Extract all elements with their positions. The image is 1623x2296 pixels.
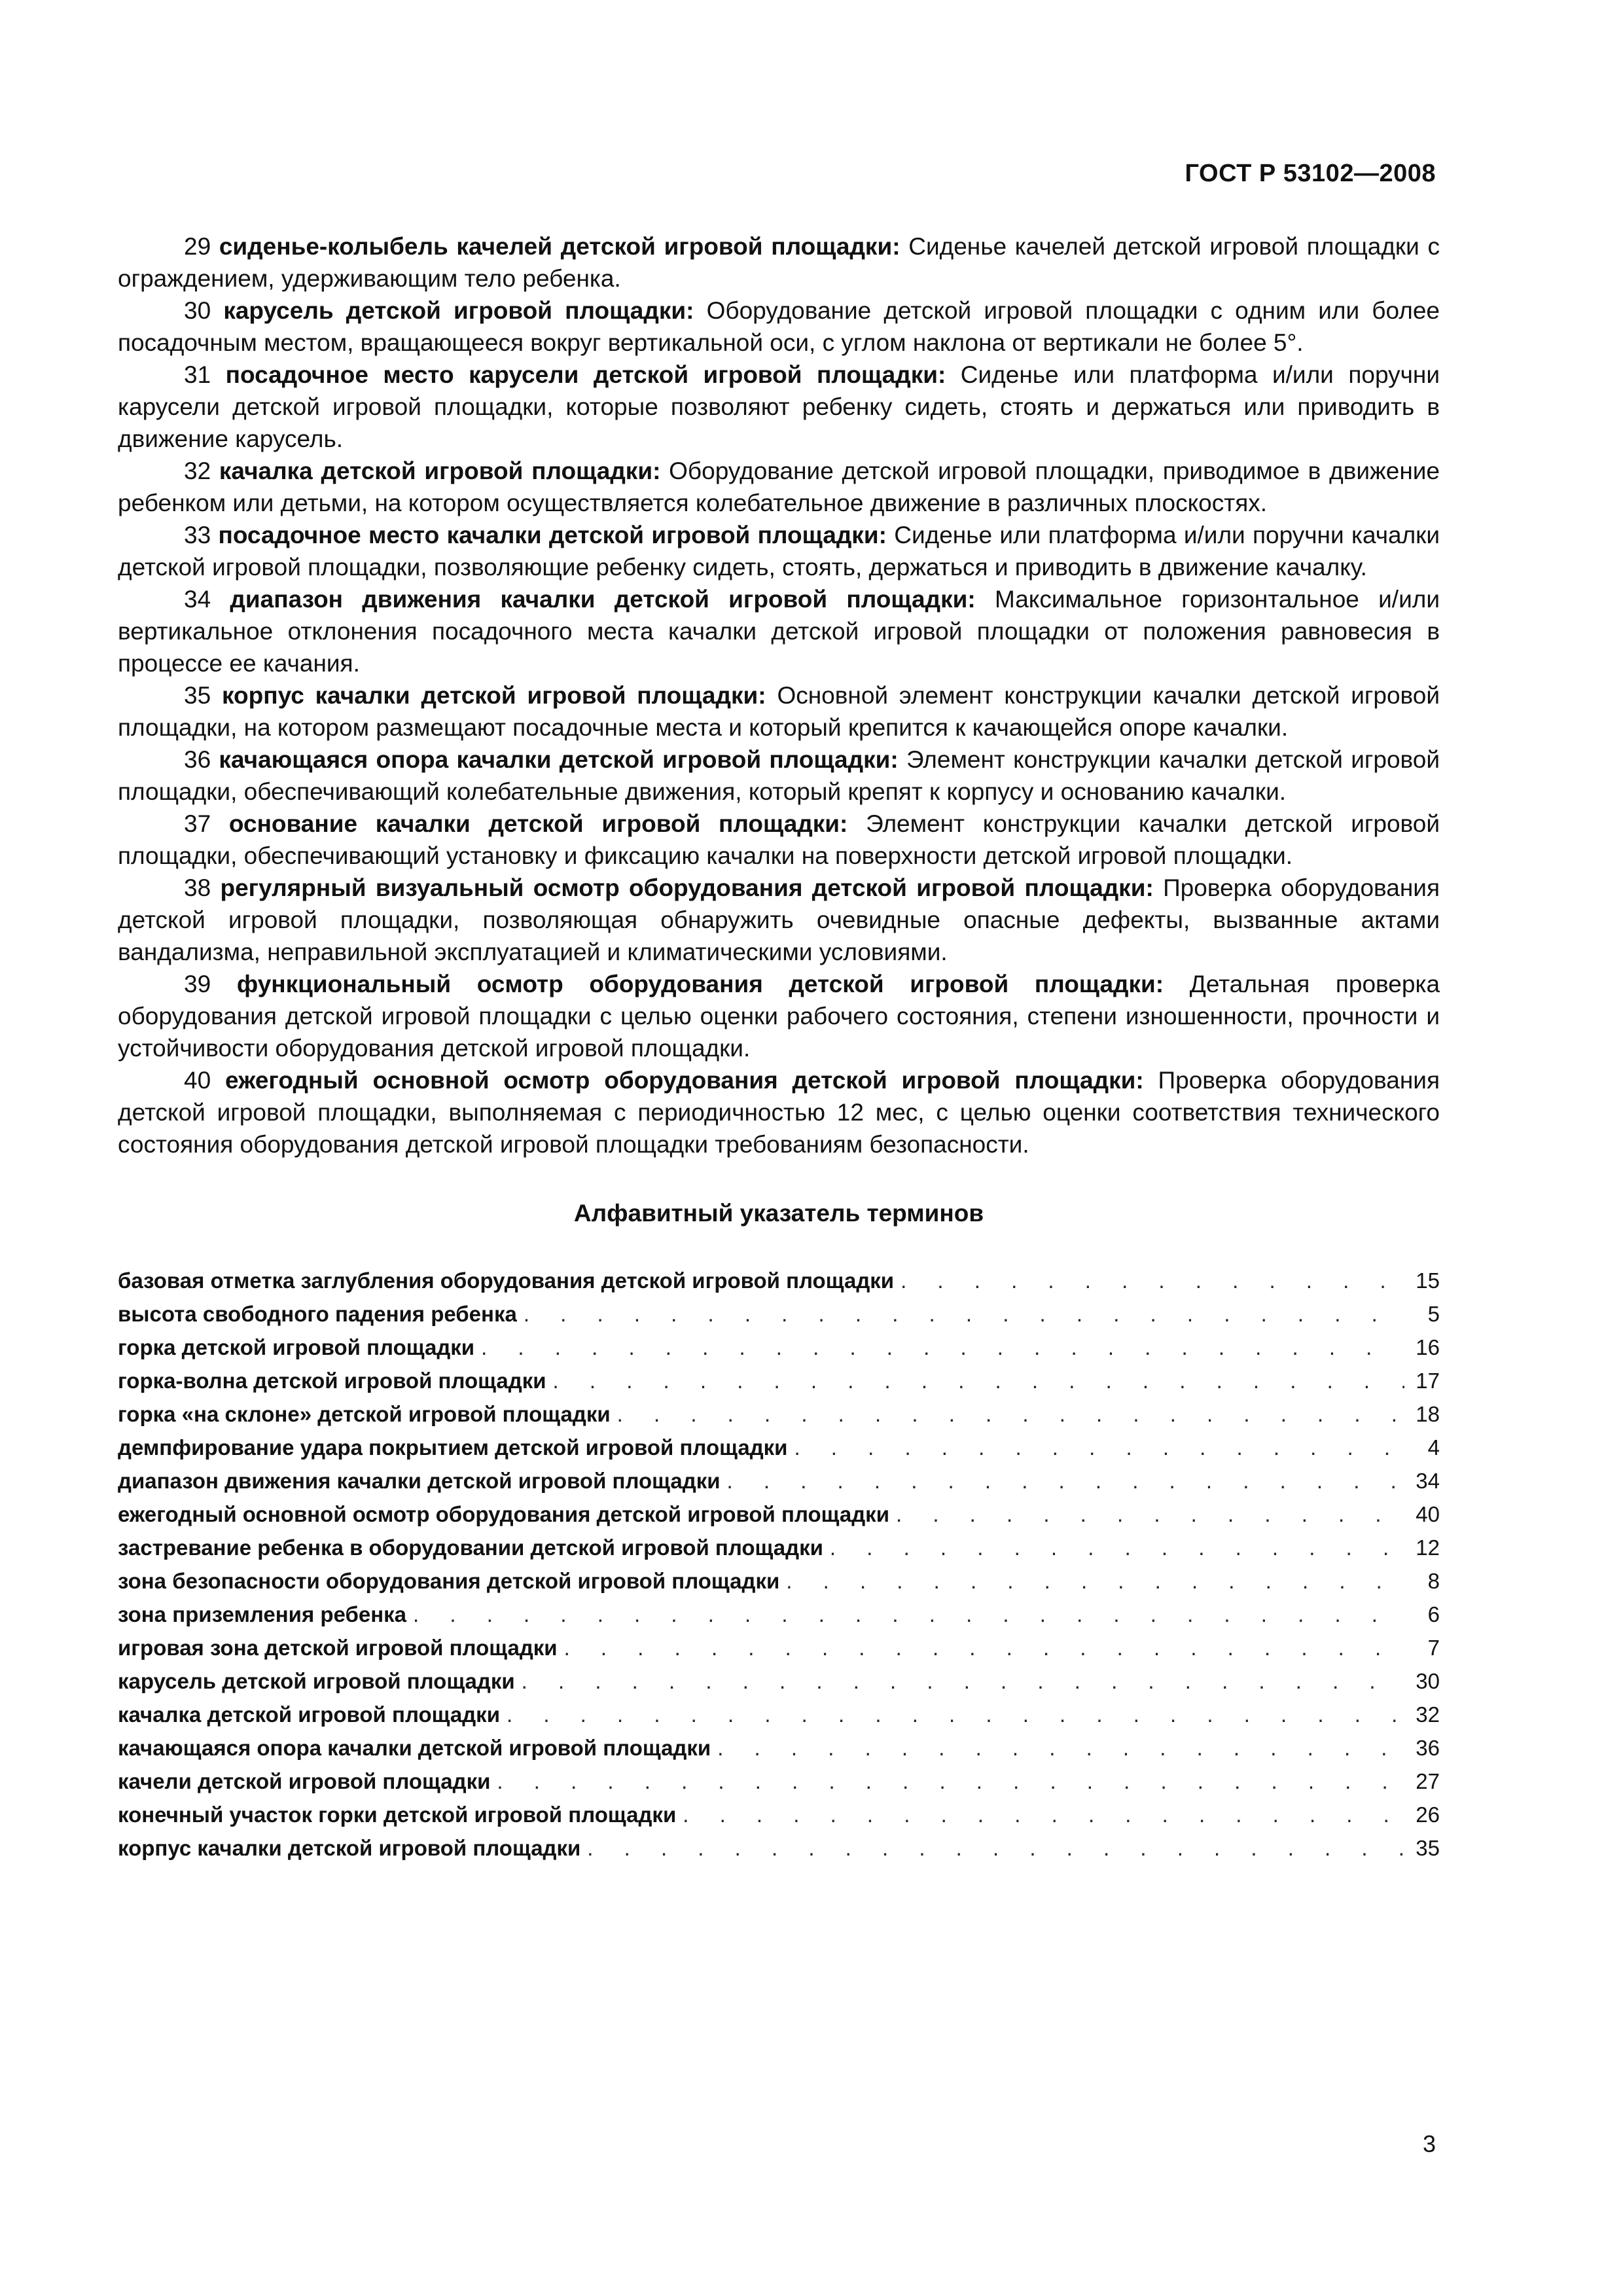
term-definition: Элемент конструкции качалки детской игровой площадки, обеспечивающий колебательные движения, который крепят к корпусу и основанию качалки. — [118, 746, 1440, 805]
term-number: 34 — [184, 586, 211, 613]
index-entry — [118, 1698, 1440, 1731]
term-number: 35 — [184, 682, 211, 709]
index-number: 8 — [1427, 1569, 1440, 1593]
term-name: карусель детской игровой площадки: — [223, 297, 694, 324]
index-number: 30 — [1416, 1669, 1440, 1693]
term-definition: Основной элемент конструкции качалки детской игровой площадки, на котором размещают посадочные места и который крепится к качающейся опоре качалки. — [118, 682, 1440, 741]
terms-section — [118, 230, 1440, 1160]
index-term: качающаяся опора качалки детской игровой площадки — [118, 1736, 711, 1760]
index-number: 35 — [1416, 1836, 1440, 1860]
index-number: 7 — [1427, 1636, 1440, 1660]
index-entry — [118, 1431, 1440, 1464]
term-definition: Сиденье или платформа и/или поручни качалки детской игровой площадки, позволяющие ребенку сидеть, стоять, держаться и приводить в движение качалку. — [118, 522, 1440, 581]
index-term: зона приземления ребенка — [118, 1602, 407, 1626]
dot-leader — [564, 1631, 1404, 1664]
dot-leader — [507, 1698, 1404, 1731]
index-entry — [118, 1798, 1440, 1831]
term-number: 32 — [184, 457, 211, 484]
term-entry — [118, 583, 1440, 679]
index-term: горка-волна детской игровой площадки — [118, 1369, 546, 1393]
index-term: диапазон движения качалки детской игровой площадки — [118, 1469, 721, 1493]
index-entry — [118, 1731, 1440, 1765]
dot-leader — [830, 1531, 1404, 1564]
term-name: сиденье-колыбель качелей детской игровой площадки: — [219, 233, 901, 260]
dot-leader — [553, 1364, 1404, 1397]
dot-leader — [617, 1397, 1404, 1431]
dot-leader — [786, 1564, 1404, 1598]
dot-leader — [481, 1331, 1404, 1364]
term-entry — [118, 230, 1440, 295]
index-number: 32 — [1416, 1702, 1440, 1727]
dot-leader — [896, 1498, 1404, 1531]
dot-leader — [524, 1297, 1404, 1331]
dot-leader — [717, 1731, 1404, 1765]
terms-index — [118, 1264, 1440, 1865]
term-definition: Сиденье или платформа и/или поручни карусели детской игровой площадки, которые позволяют ребенку сидеть, стоять и держаться или приводить в движение карусель. — [118, 361, 1440, 452]
index-number: 16 — [1416, 1335, 1440, 1359]
term-number: 36 — [184, 746, 211, 773]
index-term: качели детской игровой площадки — [118, 1769, 491, 1793]
index-number: 27 — [1416, 1769, 1440, 1793]
index-term: базовая отметка заглубления оборудования детской игровой площадки — [118, 1268, 895, 1293]
index-entry — [118, 1631, 1440, 1664]
term-number: 30 — [184, 297, 211, 324]
term-name: качающаяся опора качалки детской игровой площадки: — [219, 746, 899, 773]
index-term: ежегодный основной осмотр оборудования детской игровой площадки — [118, 1502, 889, 1526]
term-name: функциональный осмотр оборудования детской игровой площадки: — [236, 971, 1164, 997]
term-number: 33 — [184, 522, 211, 548]
term-definition: Проверка оборудования детской игровой площадки, выполняемая с периодичностью 12 мес, с целью оценки соответствия технического состояния оборудования детской игровой площадки требованиям безопасности. — [118, 1067, 1440, 1158]
index-entry — [118, 1297, 1440, 1331]
term-entry — [118, 808, 1440, 872]
document-code: ГОСТ Р 53102—2008 — [1185, 160, 1436, 187]
dot-leader — [497, 1765, 1404, 1798]
page-content — [118, 230, 1440, 1865]
term-number: 38 — [184, 874, 211, 901]
term-name: посадочное место карусели детской игровой площадки: — [225, 361, 946, 388]
index-number: 40 — [1416, 1502, 1440, 1526]
dot-leader — [727, 1464, 1404, 1498]
index-title: Алфавитный указатель терминов — [573, 1200, 984, 1227]
index-number: 15 — [1416, 1268, 1440, 1293]
term-definition: Максимальное горизонтальное и/или вертикальное отклонения посадочного места качалки детской игровой площадки от положения равновесия в процессе ее качания. — [118, 586, 1440, 677]
index-term: конечный участок горки детской игровой площадки — [118, 1803, 677, 1827]
index-number: 4 — [1427, 1435, 1440, 1460]
term-entry — [118, 359, 1440, 455]
index-number: 18 — [1416, 1402, 1440, 1426]
index-entry — [118, 1264, 1440, 1297]
term-name: качалка детской игровой площадки: — [219, 457, 661, 484]
term-name: ежегодный основной осмотр оборудования детской игровой площадки: — [225, 1067, 1144, 1094]
term-entry — [118, 455, 1440, 519]
index-term: демпфирование удара покрытием детской игровой площадки — [118, 1435, 788, 1460]
index-entry — [118, 1564, 1440, 1598]
term-entry — [118, 679, 1440, 744]
index-number: 5 — [1427, 1302, 1440, 1326]
index-entry — [118, 1464, 1440, 1498]
term-entry — [118, 1064, 1440, 1160]
index-entry — [118, 1664, 1440, 1698]
index-number: 34 — [1416, 1469, 1440, 1493]
term-definition: Элемент конструкции качалки детской игровой площадки, обеспечивающий установку и фиксацию качалки на поверхности детской игровой площадки. — [118, 810, 1440, 869]
index-term: карусель детской игровой площадки — [118, 1669, 515, 1693]
index-entry — [118, 1765, 1440, 1798]
index-term: горка детской игровой площадки — [118, 1335, 475, 1359]
index-entry — [118, 1831, 1440, 1865]
dot-leader — [587, 1831, 1404, 1865]
term-name: диапазон движения качалки детской игровой площадки: — [230, 586, 976, 613]
term-name: корпус качалки детской игровой площадки: — [222, 682, 766, 709]
term-number: 29 — [184, 233, 211, 260]
dot-leader — [901, 1264, 1404, 1297]
term-definition: Детальная проверка оборудования детской игровой площадки с целью оценки рабочего состояния, степени изношенности, прочности и устойчивости оборудования детской игровой площадки. — [118, 971, 1440, 1062]
dot-leader — [522, 1664, 1404, 1698]
term-definition: Оборудование детской игровой площадки с одним или более посадочным местом, вращающееся вокруг вертикальной оси, с углом наклона от вертикали не более 5°. — [118, 297, 1440, 356]
term-number: 39 — [184, 971, 211, 997]
term-name: посадочное место качалки детской игровой площадки: — [218, 522, 887, 548]
term-number: 40 — [184, 1067, 211, 1094]
index-term: качалка детской игровой площадки — [118, 1702, 500, 1727]
term-entry — [118, 968, 1440, 1064]
dot-leader — [683, 1798, 1404, 1831]
term-name: основание качалки детской игровой площадки: — [228, 810, 848, 837]
term-number: 31 — [184, 361, 211, 388]
index-term: игровая зона детской игровой площадки — [118, 1636, 558, 1660]
index-term: высота свободного падения ребенка — [118, 1302, 517, 1326]
index-term: горка «на склоне» детской игровой площадки — [118, 1402, 611, 1426]
index-entry — [118, 1598, 1440, 1631]
index-number: 26 — [1416, 1803, 1440, 1827]
index-entry — [118, 1397, 1440, 1431]
term-number: 37 — [184, 810, 211, 837]
index-number: 36 — [1416, 1736, 1440, 1760]
term-entry — [118, 872, 1440, 968]
term-name: регулярный визуальный осмотр оборудования детской игровой площадки: — [220, 874, 1154, 901]
term-entry — [118, 519, 1440, 583]
dot-leader — [794, 1431, 1404, 1464]
index-term: застревание ребенка в оборудовании детской игровой площадки — [118, 1535, 823, 1560]
index-entry — [118, 1331, 1440, 1364]
index-entry — [118, 1531, 1440, 1564]
dot-leader — [413, 1598, 1404, 1631]
page-number: 3 — [1422, 2130, 1436, 2157]
term-definition: Сиденье качелей детской игровой площадки с ограждением, удерживающим тело ребенка. — [118, 233, 1440, 292]
index-number: 12 — [1416, 1535, 1440, 1560]
term-definition: Оборудование детской игровой площадки, приводимое в движение ребенком или детьми, на котором осуществляется колебательное движение в различных плоскостях. — [118, 457, 1440, 516]
term-entry — [118, 744, 1440, 808]
index-term: корпус качалки детской игровой площадки — [118, 1836, 581, 1860]
index-term: зона безопасности оборудования детской игровой площадки — [118, 1569, 780, 1593]
index-entry — [118, 1364, 1440, 1397]
term-entry — [118, 295, 1440, 359]
index-number: 6 — [1427, 1602, 1440, 1626]
index-number: 17 — [1416, 1369, 1440, 1393]
term-definition: Проверка оборудования детской игровой площадки, позволяющая обнаружить очевидные опасные дефекты, вызванные актами вандализма, неправильной эксплуатацией и климатическими условиями. — [118, 874, 1440, 965]
index-entry — [118, 1498, 1440, 1531]
